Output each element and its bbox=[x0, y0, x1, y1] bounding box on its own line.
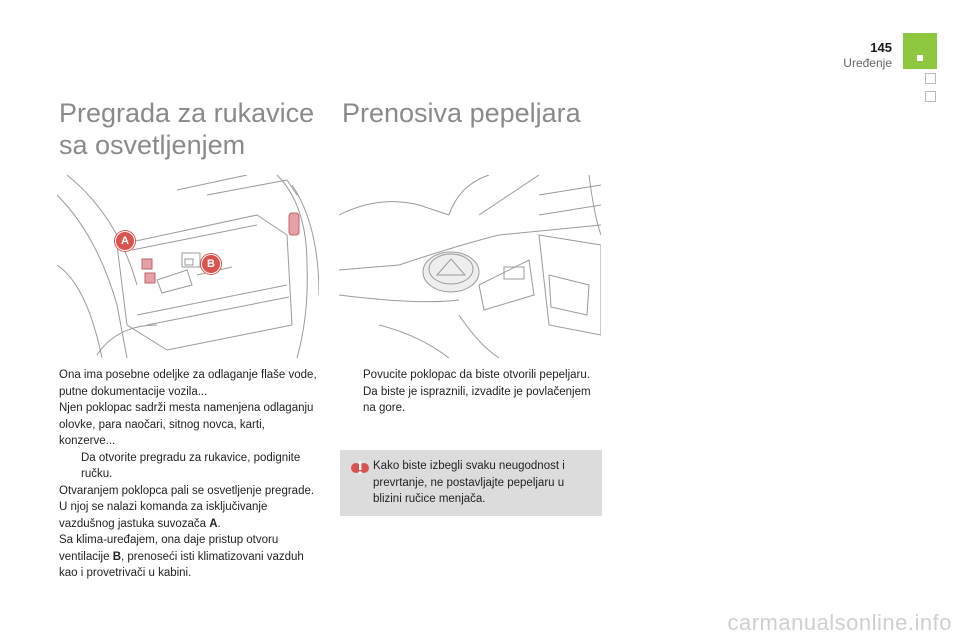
bullet-text: Povucite poklopac da biste otvorili pepeljaru. bbox=[363, 369, 590, 381]
para-4-text: U njoj se nalazi komanda za isključivanje vazdušnog jastuka suvozača bbox=[59, 501, 268, 530]
para-5-ref: B bbox=[112, 550, 122, 563]
para-2: Njen poklopac sadrži mesta namenjena odlaganju olovke, para naočari, sitnog novca, karti, konzerve... bbox=[59, 402, 314, 447]
chapter-tab-active bbox=[903, 33, 937, 69]
glovebox-description bbox=[59, 367, 321, 582]
para-4-ref: A bbox=[209, 517, 218, 530]
bullet-open-glovebox bbox=[59, 450, 321, 483]
para-5-text: Sa klima-uređajem, ona daje pristup otvoru ventilacije bbox=[59, 534, 279, 563]
para-1: Ona ima posebne odeljke za odlaganje flaše vode, putne dokumentacije vozila... bbox=[59, 369, 317, 398]
footer-watermark: carmanualsonline.info bbox=[727, 610, 952, 635]
bullet-text: Da otvorite pregradu za rukavice, podignite ručku. bbox=[81, 451, 301, 480]
ashtray-description bbox=[341, 367, 603, 417]
bullet-empty-ashtray bbox=[341, 384, 603, 417]
page-number: 145 bbox=[870, 40, 892, 55]
glovebox-illustration bbox=[57, 175, 319, 358]
tab-marker-icon bbox=[917, 55, 923, 61]
chapter-tab-empty-2 bbox=[925, 91, 936, 102]
warning-text: Kako biste izbegli svaku neugodnost i prevrtanje, ne postavljajte pepeljaru u blizini ručice menjača. bbox=[373, 460, 565, 505]
chapter-label: Uređenje bbox=[843, 56, 892, 70]
warning-box bbox=[340, 450, 602, 516]
para-3: Otvaranjem poklopca pali se osvetljenje pregrade. bbox=[59, 484, 315, 497]
para-4 bbox=[59, 499, 321, 532]
ashtray-illustration bbox=[339, 175, 601, 358]
bullet-text: Da biste je ispraznili, izvadite je povlačenjem na gore. bbox=[363, 385, 591, 414]
section-title-ashtray: Prenosiva pepeljara bbox=[342, 98, 581, 128]
para-5 bbox=[59, 532, 321, 582]
title-line-1: Pregrada za rukavice bbox=[59, 98, 315, 128]
callout-b bbox=[201, 254, 221, 274]
para-5-end: , prenoseći isti klimatizovani vazduh kao i provetrivači u kabini. bbox=[59, 550, 304, 579]
warning-icon bbox=[350, 458, 370, 478]
section-title-glovebox bbox=[59, 97, 339, 161]
chapter-tab-empty-1 bbox=[925, 73, 936, 84]
callout-b-label: B bbox=[207, 258, 215, 270]
callout-a-label: A bbox=[121, 235, 129, 247]
bullet-open-ashtray bbox=[341, 367, 603, 384]
title-line-2: sa osvetljenjem bbox=[59, 130, 246, 160]
para-4-end: . bbox=[217, 517, 221, 530]
callout-a bbox=[115, 231, 135, 251]
